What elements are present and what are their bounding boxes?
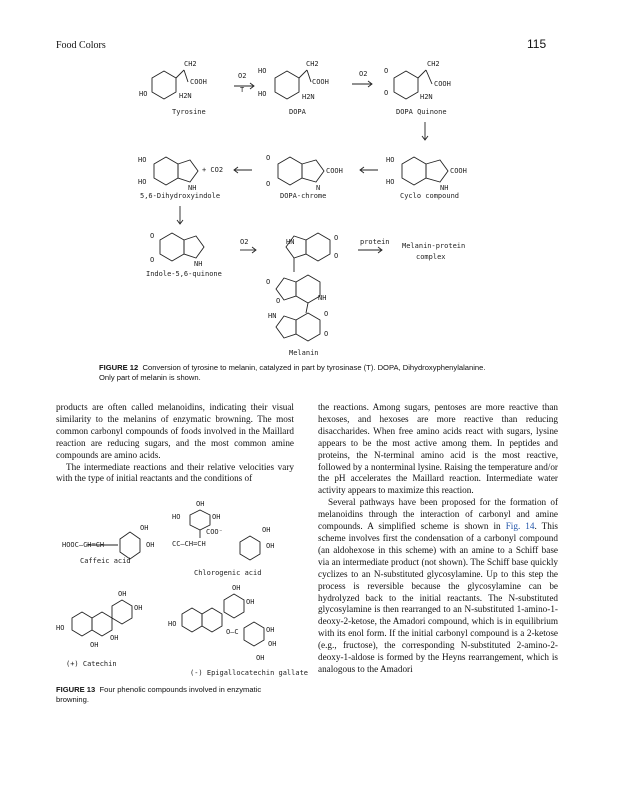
- dihydroxyindole-label: 5,6-Dihydroxyindole: [140, 192, 221, 200]
- svg-text:OH: OH: [268, 640, 277, 648]
- svg-text:CH2: CH2: [306, 60, 319, 68]
- svg-text:HO: HO: [386, 156, 395, 164]
- svg-text:NH: NH: [318, 294, 327, 302]
- svg-text:CC—CH=CH: CC—CH=CH: [172, 540, 206, 548]
- svg-text:OH: OH: [266, 626, 275, 634]
- left-paragraph-2: The intermediate reactions and their relative velocities vary with the type of initial reactants and the conditions of: [56, 461, 294, 484]
- svg-text:OH: OH: [140, 524, 149, 532]
- svg-text:HO: HO: [138, 178, 147, 186]
- indole-quinone-label: Indole-5,6-quinone: [146, 270, 222, 278]
- svg-text:OH: OH: [246, 598, 255, 606]
- dopa-quinone-label: DOPA Quinone: [396, 108, 447, 116]
- arrow-label-protein: protein: [360, 238, 390, 246]
- svg-text:CH2: CH2: [427, 60, 440, 68]
- svg-text:COO⁻: COO⁻: [206, 528, 223, 536]
- catechin-label: (+) Catechin: [66, 660, 117, 668]
- dopa-structure: [258, 60, 329, 101]
- arrow-label-o2: O2: [238, 72, 247, 80]
- svg-text:OH: OH: [256, 654, 265, 662]
- svg-text:O: O: [266, 154, 271, 162]
- figure-13-caption-text: Four phenolic compounds involved in enzymatic: [99, 685, 262, 694]
- indole-quinone-structure: [150, 232, 204, 268]
- svg-text:H2N: H2N: [420, 93, 433, 101]
- running-title: Food Colors: [56, 40, 106, 51]
- svg-text:OH: OH: [90, 641, 99, 649]
- right-paragraph-1: the reactions. Among sugars, pentoses are more reactive than hexoses, and hexoses are more reactive than reducing disaccharides. When free amino acids react with sugars, lysine appears to be the most active among them. In peptides and proteins, the N-terminal amino acid is the most reactive, followed by a nonterminal lysine. Raising the temperature and/or the pH accelerates the Maillard reaction. Intermediate water activity appears to maximize this reaction.: [318, 402, 558, 496]
- dopachrome-label: DOPA-chrome: [280, 192, 327, 200]
- svg-text:COOH: COOH: [450, 167, 467, 175]
- svg-text:NH: NH: [440, 184, 449, 192]
- svg-text:OH: OH: [212, 513, 221, 521]
- figure-13-caption-label: FIGURE 13: [56, 685, 96, 694]
- svg-text:NH: NH: [194, 260, 203, 268]
- dopa-label: DOPA: [289, 108, 306, 116]
- svg-text:COOH: COOH: [312, 78, 329, 86]
- svg-text:HOOC—CH=CH: HOOC—CH=CH: [62, 541, 105, 549]
- svg-text:O—C: O—C: [226, 628, 239, 636]
- svg-text:HO: HO: [258, 90, 267, 98]
- svg-text:O: O: [324, 310, 329, 318]
- dopa-quinone-structure: [384, 60, 451, 101]
- left-column-text: [56, 402, 294, 485]
- melanin-protein-label: Melanin-protein: [402, 242, 466, 250]
- tyrosine-structure: [139, 60, 207, 100]
- svg-text:O: O: [334, 252, 339, 260]
- svg-text:O: O: [276, 297, 281, 305]
- svg-text:O: O: [266, 180, 271, 188]
- svg-text:NH: NH: [188, 184, 197, 192]
- svg-text:O: O: [334, 234, 339, 242]
- melanin-label: Melanin: [289, 349, 319, 357]
- svg-text:HN: HN: [286, 238, 295, 246]
- svg-text:COOH: COOH: [326, 167, 343, 175]
- svg-text:O: O: [150, 256, 155, 264]
- svg-text:OH: OH: [196, 500, 205, 508]
- svg-text:COOH: COOH: [434, 80, 451, 88]
- svg-text:O: O: [384, 67, 389, 75]
- tyrosine-ch2: CH2: [184, 60, 197, 68]
- melanin-structure: [266, 233, 338, 341]
- caffeic-acid-label: Caffeic acid: [80, 557, 131, 565]
- svg-text:HO: HO: [168, 620, 177, 628]
- dopachrome-structure: [266, 154, 343, 192]
- svg-text:HO: HO: [172, 513, 181, 521]
- svg-text:+ CO2: + CO2: [202, 166, 224, 174]
- svg-text:O: O: [150, 232, 155, 240]
- right-paragraph-2b: . This scheme involves first the condensation of a carbonyl compound (an aldohexose in this scheme) with an amine to a Schiff base via an intermediate product (not shown). The Schiff base quickly cyclizes to an N-substituted glycosylamine. Up to this step the process is reversible because the glycosylamine can be hydrolyzed back to the initial reactants. The N-substituted glycosylamine is then rearranged to an N-substituted 1-amino-1-deoxy-2-ketose, the Amadori compound, which is in equilibrium with its enol form. If the initial carbonyl compound is a 2-ketose (e.g., fructose), the corresponding N-substituted 2-amino-2-deoxy-1-aldose is formed by the Heyns rearrangement, which is analogous to the Amadori: [318, 521, 558, 674]
- tyrosine-cooh: COOH: [190, 78, 207, 86]
- svg-text:O2: O2: [359, 70, 368, 78]
- epigallocatechin-structure: [168, 584, 276, 662]
- svg-text:HO: HO: [258, 67, 267, 75]
- arrow-label-t: T: [240, 86, 245, 94]
- melanin-protein-complex-label: complex: [416, 253, 446, 261]
- svg-text:HO: HO: [56, 624, 65, 632]
- catechin-structure: [56, 590, 142, 649]
- epigallocatechin-label: (-) Epigallocatechin gallate: [190, 669, 309, 677]
- svg-text:H2N: H2N: [302, 93, 315, 101]
- left-paragraph-1: products are often called melanoidins, indicating their visual similarity to the melanins of enzymatic browning. The most common carbonyl compounds of foods involved in the Maillard reaction are reducing sugars, and the most common amine compounds are amino acids.: [56, 402, 294, 460]
- svg-text:O: O: [384, 89, 389, 97]
- figure-13-caption: [56, 685, 296, 705]
- svg-text:OH: OH: [266, 542, 275, 550]
- svg-text:OH: OH: [118, 590, 127, 598]
- chlorogenic-acid-structure: [172, 500, 274, 560]
- svg-text:O: O: [324, 330, 329, 338]
- svg-text:OH: OH: [110, 634, 119, 642]
- figure-12-caption-text-2: Only part of melanin is shown.: [99, 373, 201, 382]
- right-paragraph-2a: Several pathways have been proposed for the formation of melanoidins through the interaction of carbonyl and amine compounds. A simplified scheme is shown in: [318, 497, 558, 532]
- figure-12-caption: [99, 363, 529, 383]
- svg-text:OH: OH: [262, 526, 271, 534]
- svg-text:HO: HO: [386, 178, 395, 186]
- svg-text:OH: OH: [146, 541, 155, 549]
- figure-12-caption-label: FIGURE 12: [99, 363, 139, 372]
- dihydroxyindole-structure: [138, 156, 223, 192]
- figure-13-caption-text-2: browning.: [56, 695, 89, 704]
- caffeic-acid-structure: [62, 524, 154, 559]
- svg-text:O: O: [266, 278, 271, 286]
- svg-text:HO: HO: [138, 156, 147, 164]
- svg-text:OH: OH: [134, 604, 143, 612]
- figure-14-link[interactable]: Fig. 14: [505, 521, 535, 532]
- cyclo-compound-label: Cyclo compound: [400, 192, 460, 200]
- page-number: 115: [527, 37, 547, 51]
- tyrosine-label: Tyrosine: [172, 108, 206, 116]
- right-column-text: [318, 402, 558, 676]
- tyrosine-ho: HO: [139, 90, 148, 98]
- chlorogenic-acid-label: Chlorogenic acid: [194, 569, 262, 577]
- figure-12-caption-text: Conversion of tyrosine to melanin, catalyzed in part by tyrosinase (T). DOPA, Dihydroxyphenylalanine.: [142, 363, 486, 372]
- cyclo-compound-structure: [386, 156, 467, 192]
- tyrosine-h2n: H2N: [179, 92, 192, 100]
- svg-text:HN: HN: [268, 312, 277, 320]
- svg-text:OH: OH: [232, 584, 241, 592]
- svg-text:N: N: [316, 184, 321, 192]
- svg-text:O2: O2: [240, 238, 249, 246]
